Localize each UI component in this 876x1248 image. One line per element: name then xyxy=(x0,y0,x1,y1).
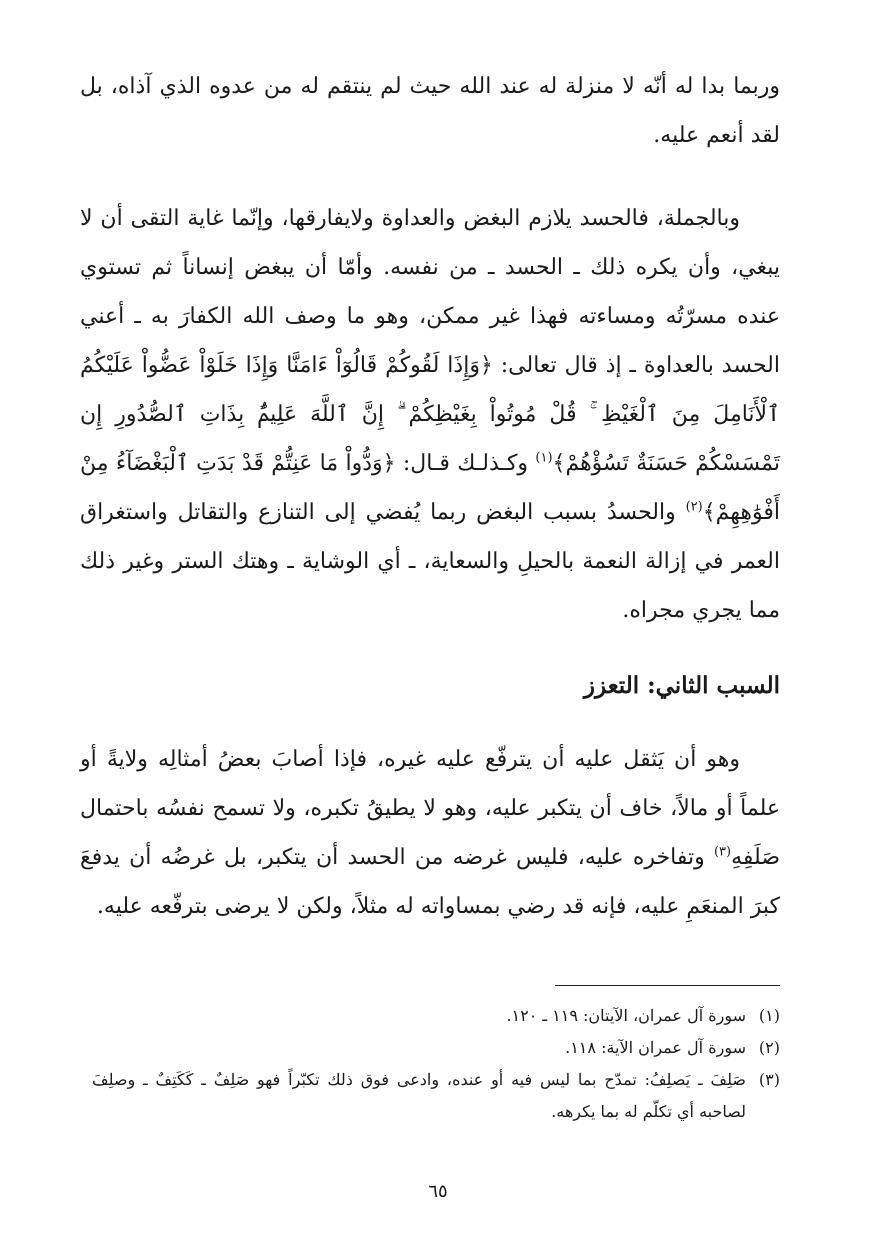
footnote-ref-1: (١) xyxy=(535,450,553,466)
footnote-text: سورة آل عمران الآية: ١١٨. xyxy=(565,1038,746,1057)
footnote-item xyxy=(92,1000,780,1032)
page-number: ٦٥ xyxy=(428,1181,448,1202)
paragraph-3-text-b: وتفاخره عليه، فليس غرضه من الحسد أن يتكبر، بل غرضُه أن يدفعَ كبرَ المنعَمِ عليه، فإنه قد رضي بمساواته له مثلاً، ولكن لا يرضى بترفّعه عليه. xyxy=(80,845,780,919)
footnote-number: (٢) xyxy=(758,1038,780,1057)
paragraph-2-text-a: وبالجملة، فالحسد يلازم البغض والعداوة ولايفارقها، وإنّما غاية التقى أن لا يبغي، وأن يكره ذلك ـ الحسد ـ من نفسه. وأمّا أن يبغض إنساناً ثم تستوي عنده مسرّتُه ومساءته فهذا غير ممكن، وهو ما وصف الله الكفارَ به ـ أعني الحسد بالعداوة ـ إذ قال تعالى: ﴿وَإِذَا لَقُوكُمْ قَالُوٓاْ ءَامَنَّا وَإِذَا خَلَوْاْ عَضُّواْ عَلَيْكُمُ ٱلْأَنَامِلَ مِنَ ٱلْغَيْظِ ۚ قُلْ مُوتُواْ بِغَيْظِكُمْ ۗ إِنَّ ٱللَّهَ عَلِيمٌۢ بِذَاتِ ٱلصُّدُورِ إِن تَمْسَسْكُمْ حَسَنَةٌ تَسُؤْهُمْ﴾ xyxy=(80,206,781,476)
paragraph-2-text-b: وكـذلـك قـال: ﴿وَدُّواْ مَا عَنِتُّمْ قَدْ بَدَتِ ٱلْبَغْضَآءُ مِنْ أَفْوَٰهِهِمْ﴾ xyxy=(80,451,780,525)
paragraph-1-text: وربما بدا له أنّه لا منزلة له عند الله حيث لم ينتقم له من عدوه الذي آذاه، بل لقد أنعم عليه. xyxy=(80,74,780,148)
footnote-ref-3: (٣) xyxy=(713,844,732,860)
footnote-number: (١) xyxy=(758,1006,780,1025)
footnote-number: (٣) xyxy=(758,1070,780,1089)
footnote-text: صَلِفَ ـ يَصلِفُ: تمدّح بما ليس فيه أو عنده، وادعى فوق ذلك تكبّراً فهو صَلِفٌ ـ كَكَتِفٌ ـ وصلِفَ لصاحبه أي تكلّم له بما يكرهه. xyxy=(92,1070,746,1121)
footnote-divider xyxy=(555,985,780,986)
footnotes xyxy=(92,1000,780,1128)
footnote-item xyxy=(92,1064,780,1128)
paragraph-2 xyxy=(80,194,780,635)
paragraph-1 xyxy=(80,62,780,160)
paragraph-3 xyxy=(80,735,780,931)
section-heading: السبب الثاني: التعزز xyxy=(583,672,780,699)
footnote-item xyxy=(92,1032,780,1064)
paragraph-2-text-c: والحسدُ بسبب البغض ربما يُفضي إلى التنازع والتقاتل واستغراق العمر في إزالة النعمة بالحيلِ والسعاية، ـ أي الوشاية ـ وهتك الستر وغير ذلك مما يجري مجراه. xyxy=(80,500,780,623)
footnote-ref-2: (٢) xyxy=(685,499,703,515)
paragraph-3-text-a: وهو أن يَثقل عليه أن يترفّع عليه غيره، فإذا أصابَ بعضُ أمثالِه ولايةً أو علماً أو مالاً، خاف أن يتكبر عليه، وهو لا يطيقُ تكبره، ولا تسمح نفسُه باحتمال صَلَفِهِ xyxy=(80,747,780,870)
footnote-text: سورة آل عمران، الآيتان: ١١٩ ـ ١٢٠. xyxy=(506,1006,746,1025)
